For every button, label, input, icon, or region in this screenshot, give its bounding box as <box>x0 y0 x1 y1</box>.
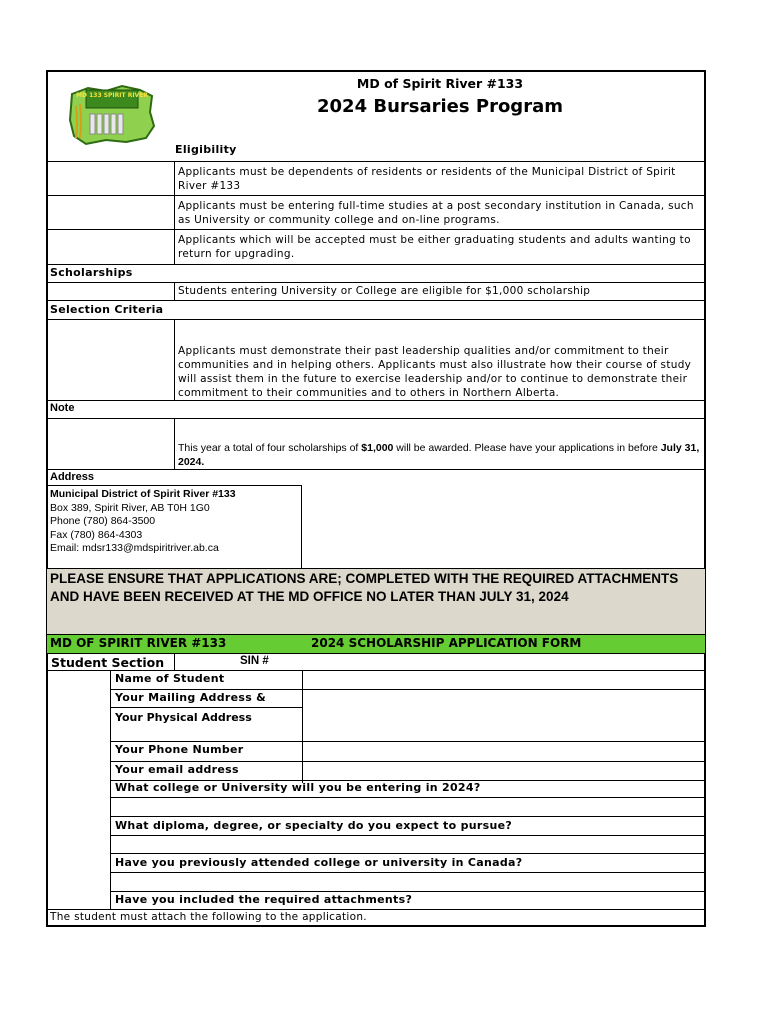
student-section-label: Student Section <box>51 655 165 670</box>
logo-text: MD 133 SPIRIT RIVER <box>76 92 148 99</box>
divider <box>174 161 175 265</box>
email-input[interactable] <box>303 762 705 780</box>
phone-label: Your Phone Number <box>115 743 244 756</box>
divider <box>46 229 706 230</box>
address-fax: Fax (780) 864-4303 <box>50 528 143 541</box>
divider <box>46 195 706 196</box>
divider <box>110 853 706 854</box>
divider <box>46 568 706 569</box>
mailing-address-label: Your Mailing Address & <box>115 691 267 704</box>
divider <box>46 319 706 320</box>
address-block <box>50 488 236 556</box>
diploma-question: What diploma, degree, or specialty do you expect to pursue? <box>115 819 513 832</box>
address-line: Box 389, Spirit River, AB T0H 1G0 <box>50 501 210 514</box>
address-phone: Phone (780) 864-3500 <box>50 515 156 527</box>
divider <box>46 161 706 162</box>
divider <box>110 816 706 817</box>
org-line: MD of Spirit River #133 <box>356 76 524 91</box>
divider <box>46 418 706 419</box>
sin-input[interactable] <box>302 654 705 669</box>
address-heading: Address <box>50 471 95 483</box>
bottom-border <box>46 925 706 927</box>
selection-text: Applicants must demonstrate their past leadership qualities and/or commitment to their communities and in helping others. Applicants must also illustrate how their course of study will assist them in the future to exercise leadership and/or to continue to demonstrate their commitment to their communities and to others in Northern Alberta. <box>178 345 692 399</box>
page-title: 2024 Bursaries Program <box>317 96 563 117</box>
md-logo <box>66 82 158 146</box>
address-org: Municipal District of Spirit River #133 <box>50 488 236 500</box>
sin-label: SIN # <box>240 655 269 667</box>
divider <box>174 418 175 469</box>
phone-input[interactable] <box>303 742 705 760</box>
eligibility-item: Applicants must be dependents of residents or residents of the Municipal District of Spirit River #133 <box>178 166 676 192</box>
divider <box>174 282 175 300</box>
note-text-part: This year a total of four scholarships of <box>178 442 362 454</box>
physical-address-label: Your Physical Address <box>115 711 252 724</box>
note-deadline: July 31, 2024. <box>178 442 700 468</box>
name-label: Name of Student <box>115 672 225 685</box>
attachments-question: Have you included the required attachments? <box>115 893 413 906</box>
divider <box>46 634 706 635</box>
scholarships-text: Students entering University or College are eligible for $1,000 scholarship <box>178 285 591 297</box>
eligibility-item: Applicants must be entering full-time studies at a post secondary institution in Canada, such as University or community college and on-line programs. <box>178 200 694 226</box>
previous-college-question: Have you previously attended college or university in Canada? <box>115 856 523 869</box>
form-header-org: MD OF SPIRIT RIVER #133 <box>50 636 227 650</box>
divider <box>174 653 175 670</box>
divider <box>301 485 302 568</box>
college-input[interactable] <box>111 798 705 816</box>
student-name-input[interactable] <box>303 671 705 688</box>
form-header-title: 2024 SCHOLARSHIP APPLICATION FORM <box>311 636 582 650</box>
diploma-input[interactable] <box>111 836 705 854</box>
note-text <box>178 441 702 469</box>
notice-text: PLEASE ENSURE THAT APPLICATIONS ARE; COMPLETED WITH THE REQUIRED ATTACHMENTS AND HAVE BEEN RECEIVED AT THE MD OFFICE NO LATER THAN JULY 31, 2024 <box>50 571 679 604</box>
divider <box>46 485 302 486</box>
top-border <box>46 70 706 72</box>
scholarships-heading: Scholarships <box>50 266 133 279</box>
divider <box>46 469 706 470</box>
selection-heading: Selection Criteria <box>50 303 164 316</box>
divider <box>46 282 706 283</box>
divider <box>46 300 706 301</box>
address-email: Email: mdsr133@mdspiritriver.ab.ca <box>50 542 219 554</box>
attachments-note: The student must attach the following to the application. <box>50 911 367 923</box>
divider <box>46 400 706 401</box>
note-text-part: will be awarded. Please have your applications in before <box>393 442 661 454</box>
college-question: What college or University will you be entering in 2024? <box>115 781 481 794</box>
eligibility-item: Applicants which will be accepted must be either graduating students and adults wanting to return for upgrading. <box>178 234 691 260</box>
divider <box>46 264 706 265</box>
note-amount: $1,000 <box>361 442 394 454</box>
divider <box>174 319 175 400</box>
address-input[interactable] <box>303 690 705 740</box>
email-label: Your email address <box>115 763 239 776</box>
divider <box>110 707 302 708</box>
divider <box>110 891 706 892</box>
note-heading: Note <box>50 402 75 414</box>
eligibility-heading: Eligibility <box>175 143 237 156</box>
previous-college-input[interactable] <box>111 873 705 891</box>
